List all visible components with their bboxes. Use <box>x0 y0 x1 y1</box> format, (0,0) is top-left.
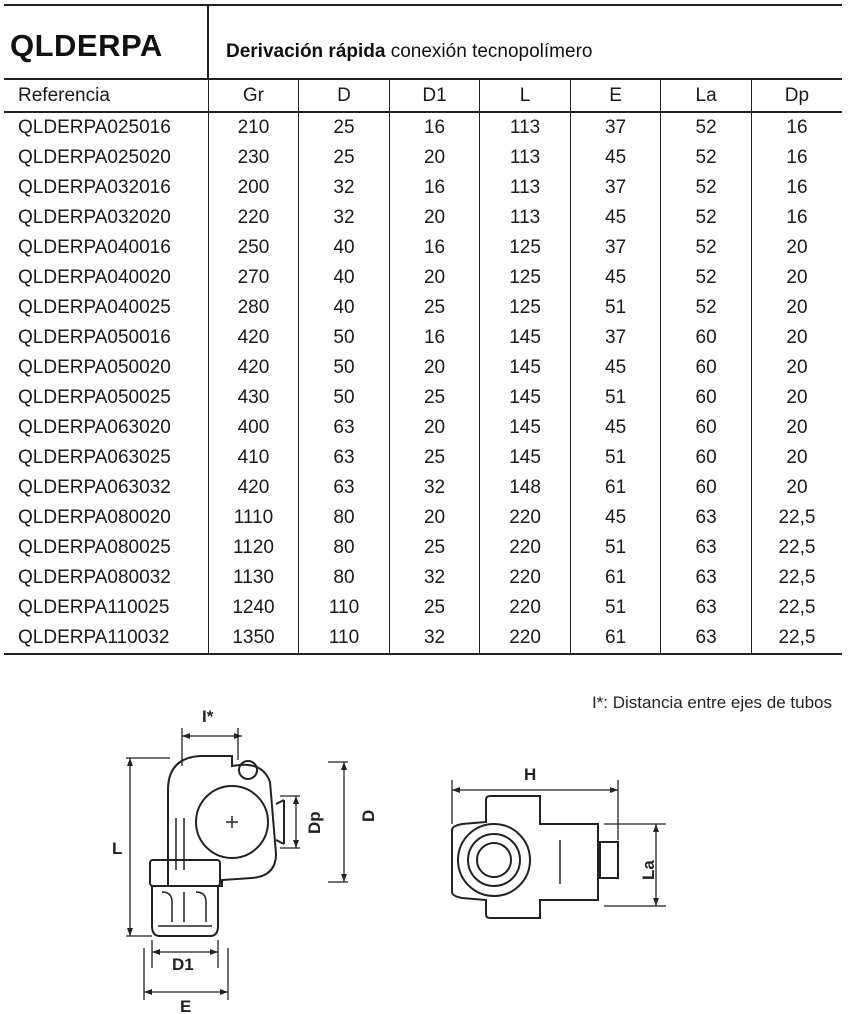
cell-l: 220 <box>480 593 571 623</box>
header-divider <box>207 6 209 80</box>
cell-dp: 22,5 <box>751 563 842 593</box>
axis-distance-note: I*: Distancia entre ejes de tubos <box>591 693 832 712</box>
table-body <box>4 112 842 654</box>
cell-referencia: QLDERPA110025 <box>18 597 170 618</box>
cell-d: 25 <box>299 112 390 143</box>
column-header-gr: Gr <box>208 79 299 112</box>
cell-d1: 20 <box>389 143 480 173</box>
cell-gr: 420 <box>208 323 299 353</box>
cell-e: 37 <box>570 323 661 353</box>
cell-d1: 25 <box>389 533 480 563</box>
cell-la: 52 <box>661 143 752 173</box>
cell-referencia: QLDERPA050016 <box>18 327 171 348</box>
product-description <box>226 41 592 63</box>
cell-gr: 200 <box>208 173 299 203</box>
table-row <box>4 293 842 323</box>
cell-l: 145 <box>480 443 571 473</box>
cell-l: 145 <box>480 383 571 413</box>
cell-l: 145 <box>480 323 571 353</box>
cell-e: 51 <box>570 443 661 473</box>
cell-dp: 20 <box>751 233 842 263</box>
cell-d: 110 <box>299 593 390 623</box>
cell-d: 50 <box>299 383 390 413</box>
cell-l: 113 <box>480 173 571 203</box>
label-E: E <box>180 997 192 1014</box>
cell-referencia: QLDERPA025020 <box>18 147 171 168</box>
cell-dp: 20 <box>751 443 842 473</box>
cell-l: 113 <box>480 143 571 173</box>
cell-dp: 20 <box>751 353 842 383</box>
cell-e: 51 <box>570 293 661 323</box>
cell-gr: 270 <box>208 263 299 293</box>
table-row <box>4 323 842 353</box>
cell-d1: 16 <box>389 173 480 203</box>
front-view-dimensions <box>452 780 666 906</box>
cell-referencia: QLDERPA080025 <box>18 537 171 558</box>
cell-dp: 20 <box>751 293 842 323</box>
cell-d1: 20 <box>389 503 480 533</box>
table-header-row <box>4 79 842 112</box>
cell-d: 32 <box>299 203 390 233</box>
column-header-la: La <box>661 79 752 112</box>
cell-dp: 22,5 <box>751 593 842 623</box>
cell-e: 45 <box>570 143 661 173</box>
table-row <box>4 353 842 383</box>
cell-gr: 400 <box>208 413 299 443</box>
cell-la: 60 <box>661 473 752 503</box>
cell-gr: 230 <box>208 143 299 173</box>
cell-gr: 420 <box>208 353 299 383</box>
cell-la: 52 <box>661 293 752 323</box>
cell-e: 51 <box>570 593 661 623</box>
cell-la: 52 <box>661 173 752 203</box>
cell-l: 145 <box>480 413 571 443</box>
table-row <box>4 413 842 443</box>
cell-la: 63 <box>661 563 752 593</box>
cell-e: 51 <box>570 533 661 563</box>
cell-la: 52 <box>661 203 752 233</box>
cell-referencia: QLDERPA040025 <box>18 297 171 318</box>
side-view-dimensions <box>126 728 348 1000</box>
cell-gr: 410 <box>208 443 299 473</box>
cell-d1: 32 <box>389 563 480 593</box>
label-D1: D1 <box>172 955 194 974</box>
description-rest: conexión tecnopolímero <box>385 41 593 62</box>
product-header <box>4 4 842 80</box>
table-row <box>4 473 842 503</box>
front-view-fitting <box>452 796 618 918</box>
cell-referencia: QLDERPA040020 <box>18 267 171 288</box>
cell-referencia: QLDERPA063032 <box>18 477 171 498</box>
cell-l: 220 <box>480 623 571 654</box>
cell-d1: 20 <box>389 353 480 383</box>
cell-dp: 20 <box>751 473 842 503</box>
cell-referencia: QLDERPA080020 <box>18 507 171 528</box>
cell-e: 61 <box>570 563 661 593</box>
cell-l: 113 <box>480 112 571 143</box>
cell-d: 50 <box>299 353 390 383</box>
cell-referencia: QLDERPA110032 <box>4 623 208 654</box>
cell-gr: 210 <box>208 112 299 143</box>
table-row <box>4 143 842 173</box>
cell-d: 25 <box>299 143 390 173</box>
cell-d1: 20 <box>389 413 480 443</box>
table-row <box>4 443 842 473</box>
cell-referencia: QLDERPA032016 <box>18 177 171 198</box>
cell-d1: 25 <box>389 293 480 323</box>
cell-l: 145 <box>480 353 571 383</box>
column-header-d1: D1 <box>389 79 480 112</box>
cell-la: 60 <box>661 353 752 383</box>
table-row <box>4 173 842 203</box>
cell-referencia: QLDERPA080032 <box>18 567 171 588</box>
cell-d: 63 <box>299 473 390 503</box>
cell-e: 45 <box>570 503 661 533</box>
cell-l: 148 <box>480 473 571 503</box>
cell-dp: 22,5 <box>751 533 842 563</box>
cell-gr: 250 <box>208 233 299 263</box>
cell-dp: 16 <box>751 112 842 143</box>
column-header-e: E <box>570 79 661 112</box>
cell-d: 63 <box>299 443 390 473</box>
cell-l: 220 <box>480 533 571 563</box>
cell-l: 125 <box>480 293 571 323</box>
cell-referencia: QLDERPA040016 <box>18 237 171 258</box>
cell-l: 220 <box>480 503 571 533</box>
cell-d1: 16 <box>389 323 480 353</box>
cell-gr: 420 <box>208 473 299 503</box>
table-row <box>4 263 842 293</box>
cell-e: 61 <box>570 473 661 503</box>
cell-e: 61 <box>570 623 661 654</box>
cell-la: 52 <box>661 263 752 293</box>
label-L: L <box>112 839 123 858</box>
cell-d1: 32 <box>389 473 480 503</box>
cell-e: 37 <box>570 233 661 263</box>
cell-referencia: QLDERPA025016 <box>18 117 171 138</box>
cell-gr: 1110 <box>208 503 299 533</box>
cell-e: 37 <box>570 173 661 203</box>
cell-gr: 430 <box>208 383 299 413</box>
cell-la: 52 <box>661 112 752 143</box>
column-header-d: D <box>299 79 390 112</box>
cell-d: 110 <box>299 623 390 654</box>
cell-dp: 16 <box>751 173 842 203</box>
cell-referencia: QLDERPA063025 <box>18 447 171 468</box>
dimension-arrowheads <box>127 733 659 995</box>
cell-d1: 16 <box>389 233 480 263</box>
cell-d: 32 <box>299 173 390 203</box>
cell-gr: 1240 <box>208 593 299 623</box>
cell-d: 80 <box>299 563 390 593</box>
table-row <box>4 533 842 563</box>
table-row <box>4 563 842 593</box>
cell-la: 60 <box>661 413 752 443</box>
cell-dp: 20 <box>751 263 842 293</box>
table-row <box>4 233 842 263</box>
column-header-dp: Dp <box>751 79 842 112</box>
table-row <box>4 593 842 623</box>
table-row <box>4 503 842 533</box>
cell-gr: 1130 <box>208 563 299 593</box>
cell-la: 63 <box>661 503 752 533</box>
cell-referencia: QLDERPA063020 <box>18 417 171 438</box>
label-D: D <box>359 809 378 822</box>
cell-gr: 220 <box>208 203 299 233</box>
cell-d: 80 <box>299 533 390 563</box>
cell-dp: 16 <box>751 143 842 173</box>
cell-la: 63 <box>661 593 752 623</box>
cell-d1: 25 <box>389 593 480 623</box>
cell-e: 37 <box>570 112 661 143</box>
cell-d: 40 <box>299 263 390 293</box>
description-bold: Derivación rápida <box>226 41 386 62</box>
cell-e: 45 <box>570 413 661 443</box>
cell-d: 40 <box>299 233 390 263</box>
column-header-referencia: Referencia <box>4 79 208 112</box>
cell-l: 220 <box>480 563 571 593</box>
cell-d: 40 <box>299 293 390 323</box>
cell-l: 125 <box>480 263 571 293</box>
cell-dp: 20 <box>751 323 842 353</box>
cell-d1: 25 <box>389 383 480 413</box>
table-row <box>4 623 842 654</box>
label-Dp: Dp <box>305 811 324 834</box>
cell-dp: 20 <box>751 413 842 443</box>
cell-referencia: QLDERPA050025 <box>18 387 171 408</box>
label-H: H <box>524 765 537 784</box>
cell-d: 80 <box>299 503 390 533</box>
side-view-fitting <box>150 756 284 936</box>
cell-d1: 16 <box>389 112 480 143</box>
label-i-star: I* <box>202 707 214 726</box>
table-row <box>4 383 842 413</box>
cell-dp: 22,5 <box>751 623 842 654</box>
product-code-title: QLDERPA <box>10 28 163 63</box>
cell-la: 60 <box>661 383 752 413</box>
cell-d: 63 <box>299 413 390 443</box>
cell-gr: 1350 <box>208 623 299 654</box>
cell-gr: 280 <box>208 293 299 323</box>
column-header-l: L <box>480 79 571 112</box>
cell-dp: 16 <box>751 203 842 233</box>
cell-d1: 32 <box>389 623 480 654</box>
table-row <box>4 112 842 143</box>
cell-d1: 20 <box>389 203 480 233</box>
cell-referencia: QLDERPA032020 <box>18 207 171 228</box>
cell-la: 63 <box>661 533 752 563</box>
table-row <box>4 203 842 233</box>
cell-d1: 25 <box>389 443 480 473</box>
cell-e: 45 <box>570 263 661 293</box>
cell-e: 51 <box>570 383 661 413</box>
technical-drawing <box>0 700 850 1014</box>
cell-la: 60 <box>661 323 752 353</box>
cell-l: 113 <box>480 203 571 233</box>
cell-dp: 20 <box>751 383 842 413</box>
cell-la: 52 <box>661 233 752 263</box>
cell-referencia: QLDERPA050020 <box>18 357 171 378</box>
cell-la: 60 <box>661 443 752 473</box>
cell-d: 50 <box>299 323 390 353</box>
cell-la: 63 <box>661 623 752 654</box>
dimensions-table <box>4 78 842 655</box>
cell-e: 45 <box>570 353 661 383</box>
label-La: La <box>639 860 658 880</box>
cell-d1: 20 <box>389 263 480 293</box>
cell-gr: 1120 <box>208 533 299 563</box>
cell-l: 125 <box>480 233 571 263</box>
cell-e: 45 <box>570 203 661 233</box>
cell-dp: 22,5 <box>751 503 842 533</box>
